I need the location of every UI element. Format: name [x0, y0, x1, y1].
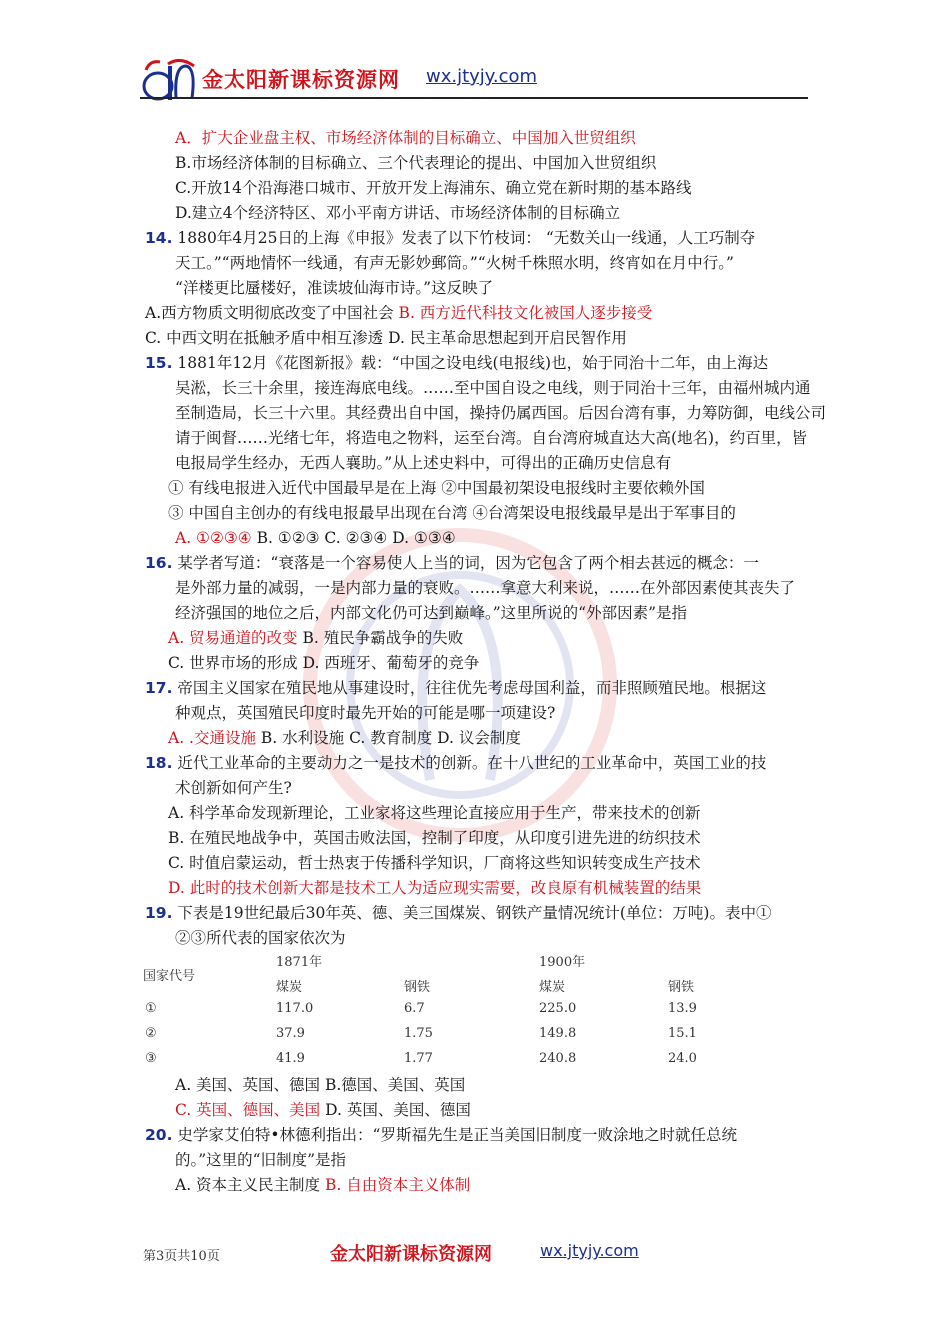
- table-subheader: 钢铁: [668, 980, 695, 995]
- jintaiyang-logo-icon: [140, 58, 196, 102]
- text-line: [145, 753, 766, 773]
- line-text: A．扩大企业盘主权、市场经济体制的目标确立、中国加入世贸组织: [175, 129, 636, 147]
- line-text: 天工。”“两地情怀一线通，有声无影妙郵筒。”“火树千株照水明，终宵如在月中行。”: [175, 254, 734, 272]
- line-text: C. 世界市场的形成 D. 西班牙、葡萄牙的竞争: [168, 654, 480, 672]
- line-text: C. 时值启蒙运动，哲士热衷于传播科学知识，厂商将这些知识转变成生产技术: [168, 854, 701, 872]
- footer-brand: 金太阳新课标资源网: [330, 1244, 492, 1265]
- line-text: A. 美国、英国、德国 B.德国、美国、英国: [175, 1076, 466, 1094]
- text-line: [175, 928, 346, 948]
- line-text: A.西方物质文明彻底改变了中国社会: [145, 304, 394, 322]
- page-header: [140, 58, 808, 102]
- text-line: [145, 1125, 737, 1145]
- line-text: 1881年12月《花图新报》载：“中国之设电线(电报线)也，始于同治十二年，由上海达: [172, 354, 769, 372]
- line-text: C. 中西文明在抵触矛盾中相互渗透 D. 民主革命思想起到开启民智作用: [145, 329, 627, 347]
- text-line: [175, 178, 691, 198]
- site-link[interactable]: wx.jtyjy.com: [426, 66, 538, 87]
- question-number: 20.: [145, 1126, 173, 1144]
- text-line: [145, 553, 759, 573]
- text-line: [168, 653, 479, 673]
- answer-highlight: C. 英国、德国、美国: [175, 1101, 321, 1119]
- text-line: [145, 303, 652, 323]
- question-number: 18.: [145, 754, 173, 772]
- table-cell: 37.9: [276, 1026, 305, 1041]
- text-line: [175, 378, 811, 398]
- table-cell: 117.0: [276, 1001, 314, 1016]
- line-text: 经济强国的地位之后，内部文化仍可达到巅峰。”这里所说的“外部因素”是指: [175, 604, 688, 622]
- answer-highlight: A. .交通设施: [168, 729, 256, 747]
- line-text: “洋楼更比蜃楼好，准读坡仙海市诗。”这反映了: [175, 279, 494, 297]
- table-cell: 13.9: [668, 1001, 697, 1016]
- table-cell: 6.7: [404, 1001, 425, 1016]
- line-text: D. 此时的技术创新大都是技术工人为适应现实需要，改良原有机械装置的结果: [168, 879, 702, 897]
- table-cell: 1.75: [404, 1026, 433, 1041]
- text-line: [175, 278, 493, 298]
- text-line: [175, 1175, 470, 1195]
- table-cell: 24.0: [668, 1051, 697, 1066]
- text-line: [168, 803, 701, 823]
- line-text: 某学者写道：“衰落是一个容易使人上当的词，因为它包含了两个相去甚远的概念：一: [172, 554, 759, 572]
- line-text: ②③所代表的国家依次为: [175, 929, 346, 947]
- text-line: [145, 903, 771, 923]
- question-number: 17.: [145, 679, 173, 697]
- header-divider: [140, 97, 808, 99]
- line-text: 帝国主义国家在殖民地从事建设时，往往优先考虑母国利益，而非照顾殖民地。根据这: [172, 679, 767, 697]
- line-text: B. 殖民争霸战争的失败: [297, 629, 464, 647]
- text-line: [175, 528, 456, 548]
- line-text: A. 资本主义民主制度: [175, 1176, 325, 1194]
- text-line: [145, 678, 766, 698]
- text-line: [168, 878, 701, 898]
- line-text: 1880年4月25日的上海《申报》发表了以下竹枝词： “无数关山一线通，人工巧制夺: [172, 229, 756, 247]
- answer-highlight: B. 西方近代科技文化被国人逐步接受: [393, 304, 653, 322]
- text-line: [175, 203, 620, 223]
- table-cell: ①: [145, 1001, 157, 1016]
- table-cell: ③: [145, 1051, 157, 1066]
- question-number: 14.: [145, 229, 173, 247]
- line-text: 史学家艾伯特•林德利指出：“罗斯福先生是正当美国旧制度一败涂地之时就任总统: [172, 1126, 737, 1144]
- text-line: [175, 403, 826, 423]
- line-text: 是外部力量的减弱，一是内部力量的衰败。……拿意大利来说，……在外部因素使其丧失了: [175, 579, 796, 597]
- question-number: 16.: [145, 554, 173, 572]
- answer-highlight: A. ①②③④: [175, 529, 252, 547]
- text-line: [175, 603, 687, 623]
- table-cell: 15.1: [668, 1026, 697, 1041]
- line-text: 吴淞，长三十余里，接连海底电线。……至中国自设之电线，则于同治十三年，由福州城内通: [175, 379, 811, 397]
- text-line: [168, 853, 701, 873]
- line-text: ① 有线电报进入近代中国最早是在上海 ②中国最初架设电报线时主要依赖外国: [168, 479, 705, 497]
- text-line: [175, 778, 292, 798]
- line-text: D. 英国、美国、德国: [320, 1101, 471, 1119]
- line-text: C.开放14个沿海港口城市、开放开发上海浦东、确立党在新时期的基本路线: [175, 179, 692, 197]
- text-line: [175, 428, 807, 448]
- text-line: [175, 578, 795, 598]
- text-line: [145, 328, 627, 348]
- table-subheader: 煤炭: [539, 980, 566, 995]
- table-cell: 1.77: [404, 1051, 433, 1066]
- text-line: [175, 253, 734, 273]
- table-cell: 225.0: [539, 1001, 577, 1016]
- brand-title: 金太阳新课标资源网: [202, 68, 400, 92]
- line-text: 请于闽督……光绪七年，将造电之物料，运至台湾。自台湾府城直达大高(地名)，约百里，皆: [175, 429, 808, 447]
- line-text: D.建立4个经济特区、邓小平南方讲话、市场经济体制的目标确立: [175, 204, 621, 222]
- text-line: [175, 1075, 465, 1095]
- line-text: A. 科学革命发现新理论，工业家将这些理论直接应用于生产，带来技术的创新: [168, 804, 701, 822]
- line-text: 电报局学生经办，无西人襄助。”从上述史料中，可得出的正确历史信息有: [175, 454, 672, 472]
- footer-site-link[interactable]: wx.jtyjy.com: [540, 1241, 639, 1260]
- line-text: ③ 中国自主创办的有线电报最早出现在台湾 ④台湾架设电报线最早是出于军事目的: [168, 504, 736, 522]
- table-year-1900: 1900年: [539, 955, 586, 970]
- line-text: 术创新如何产生?: [175, 779, 292, 797]
- question-number: 19.: [145, 904, 173, 922]
- table-subheader: 钢铁: [404, 980, 431, 995]
- text-line: [175, 128, 636, 148]
- answer-highlight: B. 自由资本主义体制: [324, 1176, 471, 1194]
- line-text: 近代工业革命的主要动力之一是技术的创新。在十八世纪的工业革命中，英国工业的技: [172, 754, 767, 772]
- text-line: [175, 453, 671, 473]
- table-cell: ②: [145, 1026, 157, 1041]
- table-cell: 41.9: [276, 1051, 305, 1066]
- text-line: [175, 1150, 346, 1170]
- line-text: B. 水利设施 C. 教育制度 D. 议会制度: [255, 729, 521, 747]
- text-line: [175, 1100, 471, 1120]
- table-cell: 149.8: [539, 1026, 577, 1041]
- question-number: 15.: [145, 354, 173, 372]
- page-number: 第3页共10页: [143, 1249, 220, 1264]
- text-line: [175, 703, 555, 723]
- table-cell: 240.8: [539, 1051, 577, 1066]
- table-subheader: 煤炭: [276, 980, 303, 995]
- text-line: [168, 728, 521, 748]
- text-line: [145, 353, 768, 373]
- line-text: B. ①②③ C. ②③④ D. ①③④: [251, 529, 456, 547]
- line-text: 至制造局，长三十六里。其经费出自中国，操持仍属西国。后因台湾有事，力筹防御，电线公司: [175, 404, 827, 422]
- line-text: 种观点，英国殖民印度时最先开始的可能是哪一项建设?: [175, 704, 556, 722]
- text-line: [168, 828, 701, 848]
- line-text: 的。”这里的“旧制度”是指: [175, 1151, 347, 1169]
- answer-highlight: A. 贸易通道的改变: [168, 629, 298, 647]
- table-col-header: 国家代号: [143, 969, 196, 984]
- text-line: [145, 228, 755, 248]
- line-text: 下表是19世纪最后30年英、德、美三国煤炭、钢铁产量情况统计(单位：万吨)。表中①: [172, 904, 772, 922]
- text-line: [168, 503, 736, 523]
- table-year-1871: 1871年: [276, 955, 323, 970]
- line-text: B.市场经济体制的目标确立、三个代表理论的提出、中国加入世贸组织: [175, 154, 657, 172]
- line-text: B. 在殖民地战争中，英国击败法国，控制了印度，从印度引进先进的纺织技术: [168, 829, 701, 847]
- text-line: [168, 478, 705, 498]
- text-line: [175, 153, 656, 173]
- text-line: [168, 628, 463, 648]
